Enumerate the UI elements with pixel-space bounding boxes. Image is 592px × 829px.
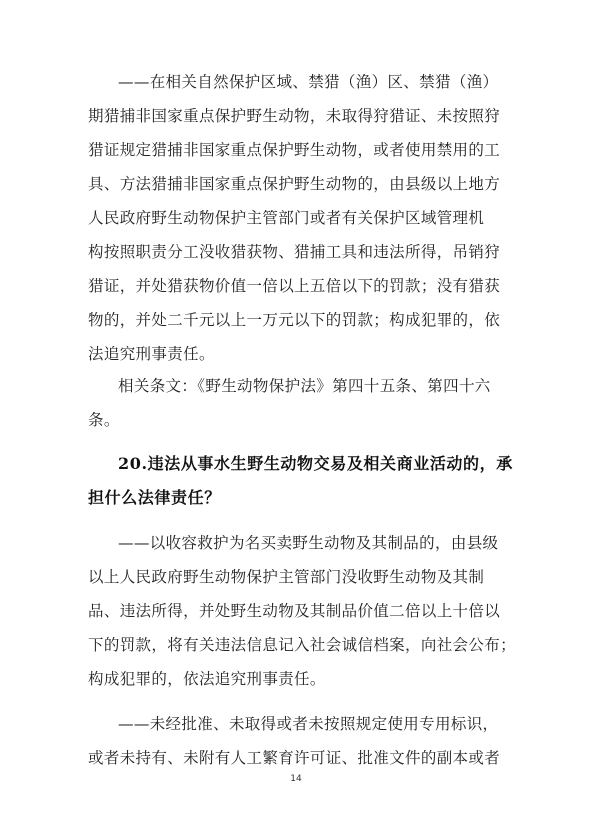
question-heading: 20.违法从事水生野生动物交易及相关商业活动的，承	[118, 454, 513, 473]
text-line: ——以收容救护为名买卖野生动物及其制品的，由县级	[118, 534, 499, 552]
text-line: 下的罚款，将有关违法信息记入社会诚信档案，向社会公布；	[88, 636, 516, 654]
text-line: 品、违法所得，并处野生动物及其制品价值二倍以上十倍以	[88, 602, 501, 620]
question-heading: 担什么法律责任？	[88, 488, 221, 507]
text-line: ——在相关自然保护区域、禁猎（渔）区、禁猎（渔）	[118, 73, 499, 91]
text-line: 法追究刑事责任。	[88, 345, 215, 363]
text-line: 猎证规定猎捕非国家重点保护野生动物，或者使用禁用的工	[88, 141, 501, 159]
text-line: 期猎捕非国家重点保护野生动物，未取得狩猎证、未按照狩	[88, 107, 501, 125]
text-line: 以上人民政府野生动物保护主管部门没收野生动物及其制	[88, 568, 485, 586]
text-line: 构按照职责分工没收猎获物、猎捕工具和违法所得，吊销狩	[88, 243, 501, 261]
text-line: 或者未持有、未附有人工繁育许可证、批准文件的副本或者	[88, 749, 501, 767]
text-line: 相关条文：《野生动物保护法》第四十五条、第四十六	[118, 377, 491, 395]
text-line: 构成犯罪的，依法追究刑事责任。	[88, 670, 326, 688]
text-line: 物的，并处二千元以上一万元以下的罚款；构成犯罪的，依	[88, 311, 501, 329]
page-number: 14	[290, 774, 302, 784]
text-line: ——未经批准、未取得或者未按照规定使用专用标识，	[118, 715, 499, 733]
text-line: 人民政府野生动物保护主管部门或者有关保护区域管理机	[88, 209, 485, 227]
text-line: 猎证，并处猎获物价值一倍以上五倍以下的罚款；没有猎获	[88, 277, 501, 295]
text-line: 具、方法猎捕非国家重点保护野生动物的，由县级以上地方	[88, 175, 501, 193]
text-line: 条。	[88, 411, 120, 429]
